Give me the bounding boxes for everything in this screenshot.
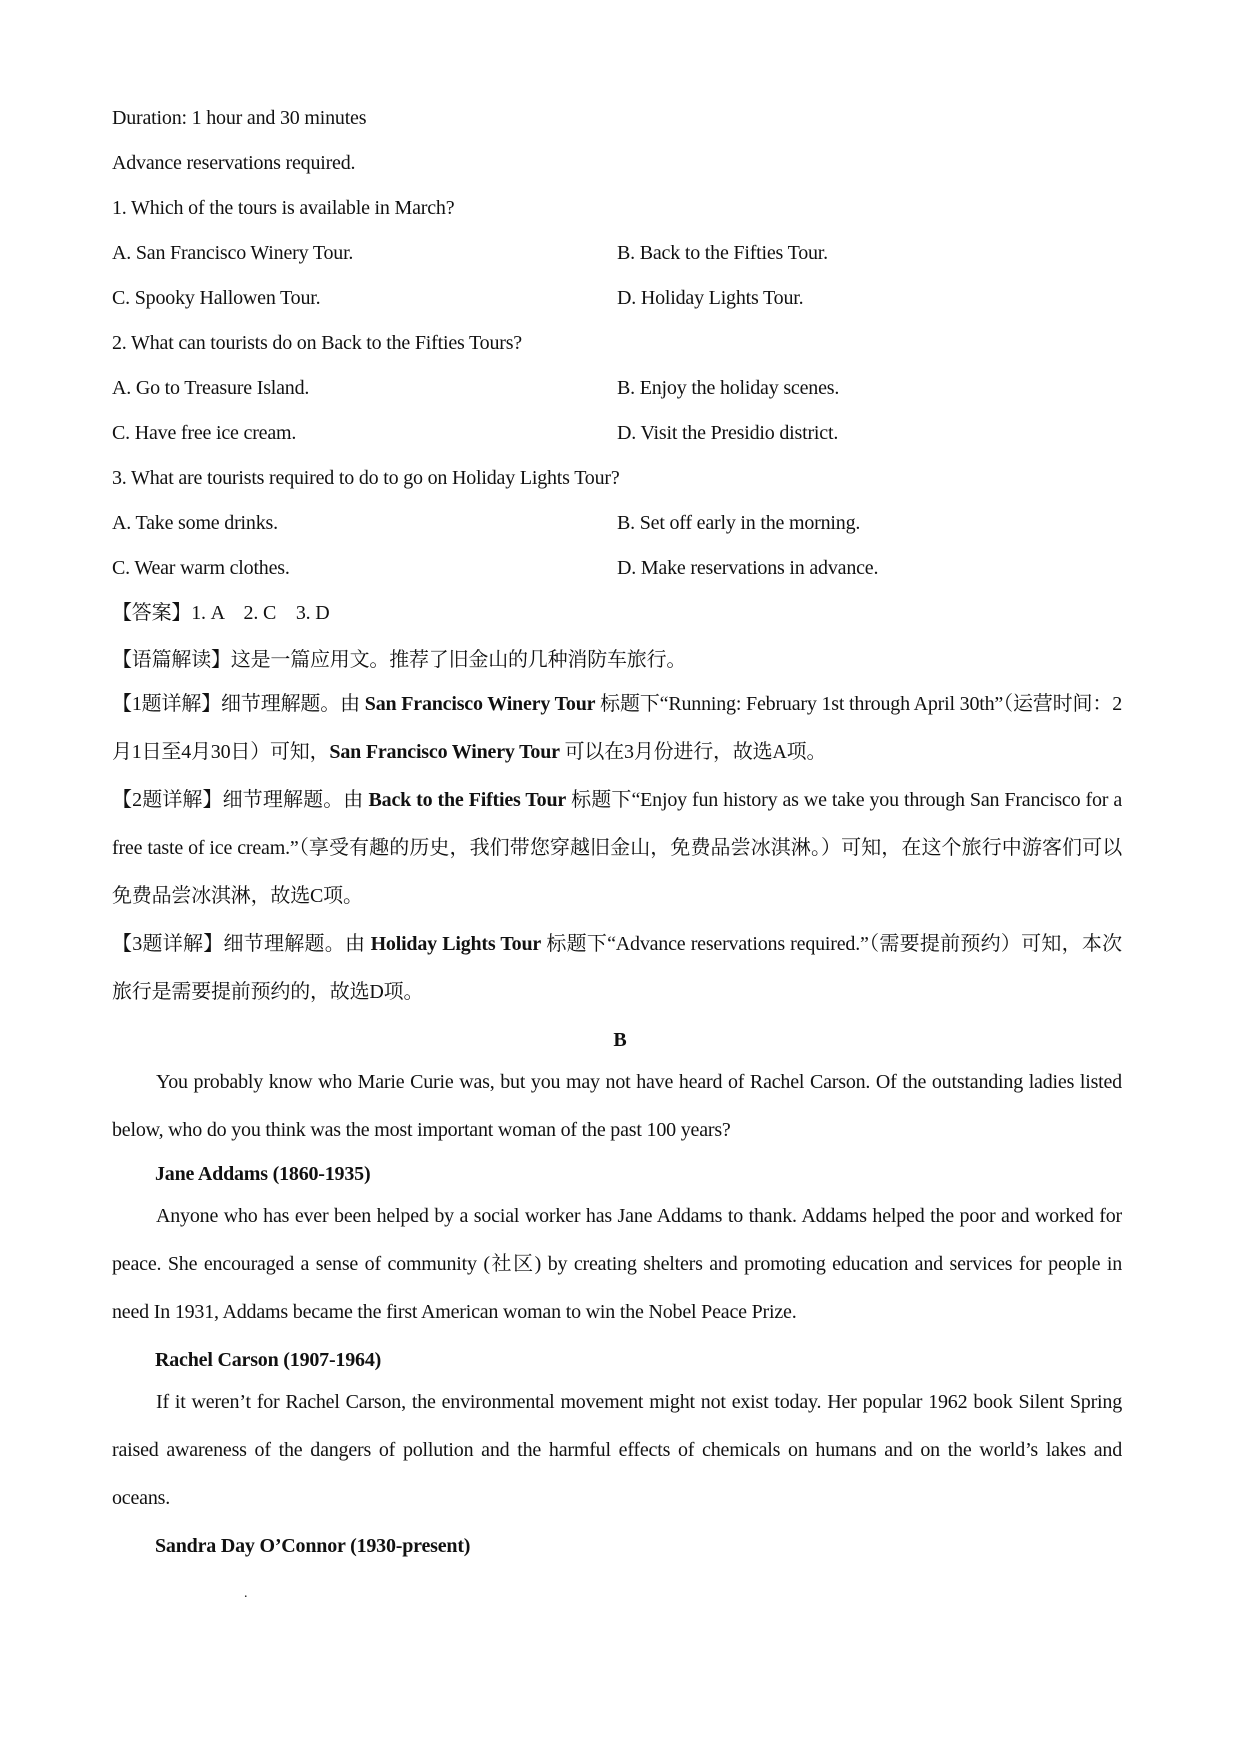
question-3-option-a: A. Take some drinks. — [112, 512, 278, 534]
q3-analysis-end: 标题下“Advance reservations required.”（需要提前预约）可知，本次旅行是需要提前预约的，故选D项。 — [112, 933, 1122, 1003]
q1-analysis-end: 可以在3月份进行，故选A项。 — [559, 741, 827, 763]
footer-mark: . — [244, 1586, 248, 1601]
q1-analysis-tag: 【1题详解】 — [112, 693, 222, 715]
q2-analysis-tour-name: Back to the Fifties Tour — [368, 789, 567, 811]
q1-analysis — [112, 680, 1122, 776]
tour-reservation: Advance reservations required. — [112, 152, 356, 174]
question-2-option-b: B. Enjoy the holiday scenes. — [617, 377, 840, 399]
question-2-option-d: D. Visit the Presidio district. — [617, 422, 839, 444]
question-2-option-a: A. Go to Treasure Island. — [112, 377, 310, 399]
person-2-heading: Rachel Carson (1907-1964) — [155, 1349, 382, 1371]
q2-analysis-tag: 【2题详解】 — [112, 789, 223, 811]
question-1-option-a: A. San Francisco Winery Tour. — [112, 242, 354, 264]
q1-analysis-tour-name-2: San Francisco Winery Tour — [329, 741, 560, 763]
section-b-label: B — [613, 1029, 627, 1051]
q3-analysis-tag: 【3题详解】 — [112, 933, 224, 955]
q2-analysis-end: 标题下“Enjoy fun history as we take you through San Francisco for a free taste of ice cream.”（享受有趣的历史，我们带您穿越旧金山，免费品尝冰淇淋。）可知，在这个旅行中游客们可以免费品尝冰淇淋，故选C项。 — [112, 789, 1122, 907]
question-2-option-c: C. Have free ice cream. — [112, 422, 297, 444]
question-1-option-b: B. Back to the Fifties Tour. — [617, 242, 828, 264]
q1-analysis-pre: 细节理解题。由 — [221, 693, 365, 715]
question-3-option-c: C. Wear warm clothes. — [112, 557, 290, 579]
q1-analysis-mid: 标题下“Running: February 1st through April 30th”（运营时间：2月1日至4月30日）可知， — [112, 693, 1122, 763]
q2-analysis-pre: 细节理解题。由 — [222, 789, 369, 811]
question-3-stem: 3. What are tourists required to do to go on Holiday Lights Tour? — [112, 467, 620, 489]
question-3-option-d: D. Make reservations in advance. — [617, 557, 879, 579]
q1-analysis-tour-name: San Francisco Winery Tour — [364, 693, 596, 715]
q3-analysis-pre: 细节理解题。由 — [223, 933, 371, 955]
section-b-intro: You probably know who Marie Curie was, but you may not have heard of Rachel Carson. Of the outstanding ladies listed below, who do you think was the most important woman of the past 100 years? — [112, 1071, 1122, 1141]
person-1-text: Anyone who has ever been helped by a social worker has Jane Addams to thank. Addams helped the poor and worked for peace. She encouraged a sense of community (社区) by creating shelters and promoting education and services for people in need In 1931, Addams became the first American woman to win the Nobel Peace Prize. — [112, 1205, 1122, 1323]
question-1-option-c: C. Spooky Hallowen Tour. — [112, 287, 321, 309]
q3-analysis — [112, 920, 1122, 1016]
person-2-text: If it weren’t for Rachel Carson, the environmental movement might not exist today. Her popular 1962 book Silent Spring raised awareness of the dangers of pollution and the harmful effects of chemicals on humans and on the world’s lakes and oceans. — [112, 1391, 1122, 1509]
passage-overview: 【语篇解读】这是一篇应用文。推荐了旧金山的几种消防车旅行。 — [112, 649, 687, 671]
person-1-heading: Jane Addams (1860-1935) — [155, 1163, 371, 1185]
question-1-option-d: D. Holiday Lights Tour. — [617, 287, 804, 309]
q2-analysis — [112, 776, 1122, 920]
tour-duration: Duration: 1 hour and 30 minutes — [112, 107, 367, 129]
question-2-stem: 2. What can tourists do on Back to the Fifties Tours? — [112, 332, 522, 354]
q3-analysis-tour-name: Holiday Lights Tour — [370, 933, 542, 955]
question-3-option-b: B. Set off early in the morning. — [617, 512, 861, 534]
person-3-heading: Sandra Day O’Connor (1930-present) — [155, 1535, 471, 1557]
answer-key: 【答案】1. A 2. C 3. D — [112, 602, 330, 624]
question-1-stem: 1. Which of the tours is available in March? — [112, 197, 455, 219]
